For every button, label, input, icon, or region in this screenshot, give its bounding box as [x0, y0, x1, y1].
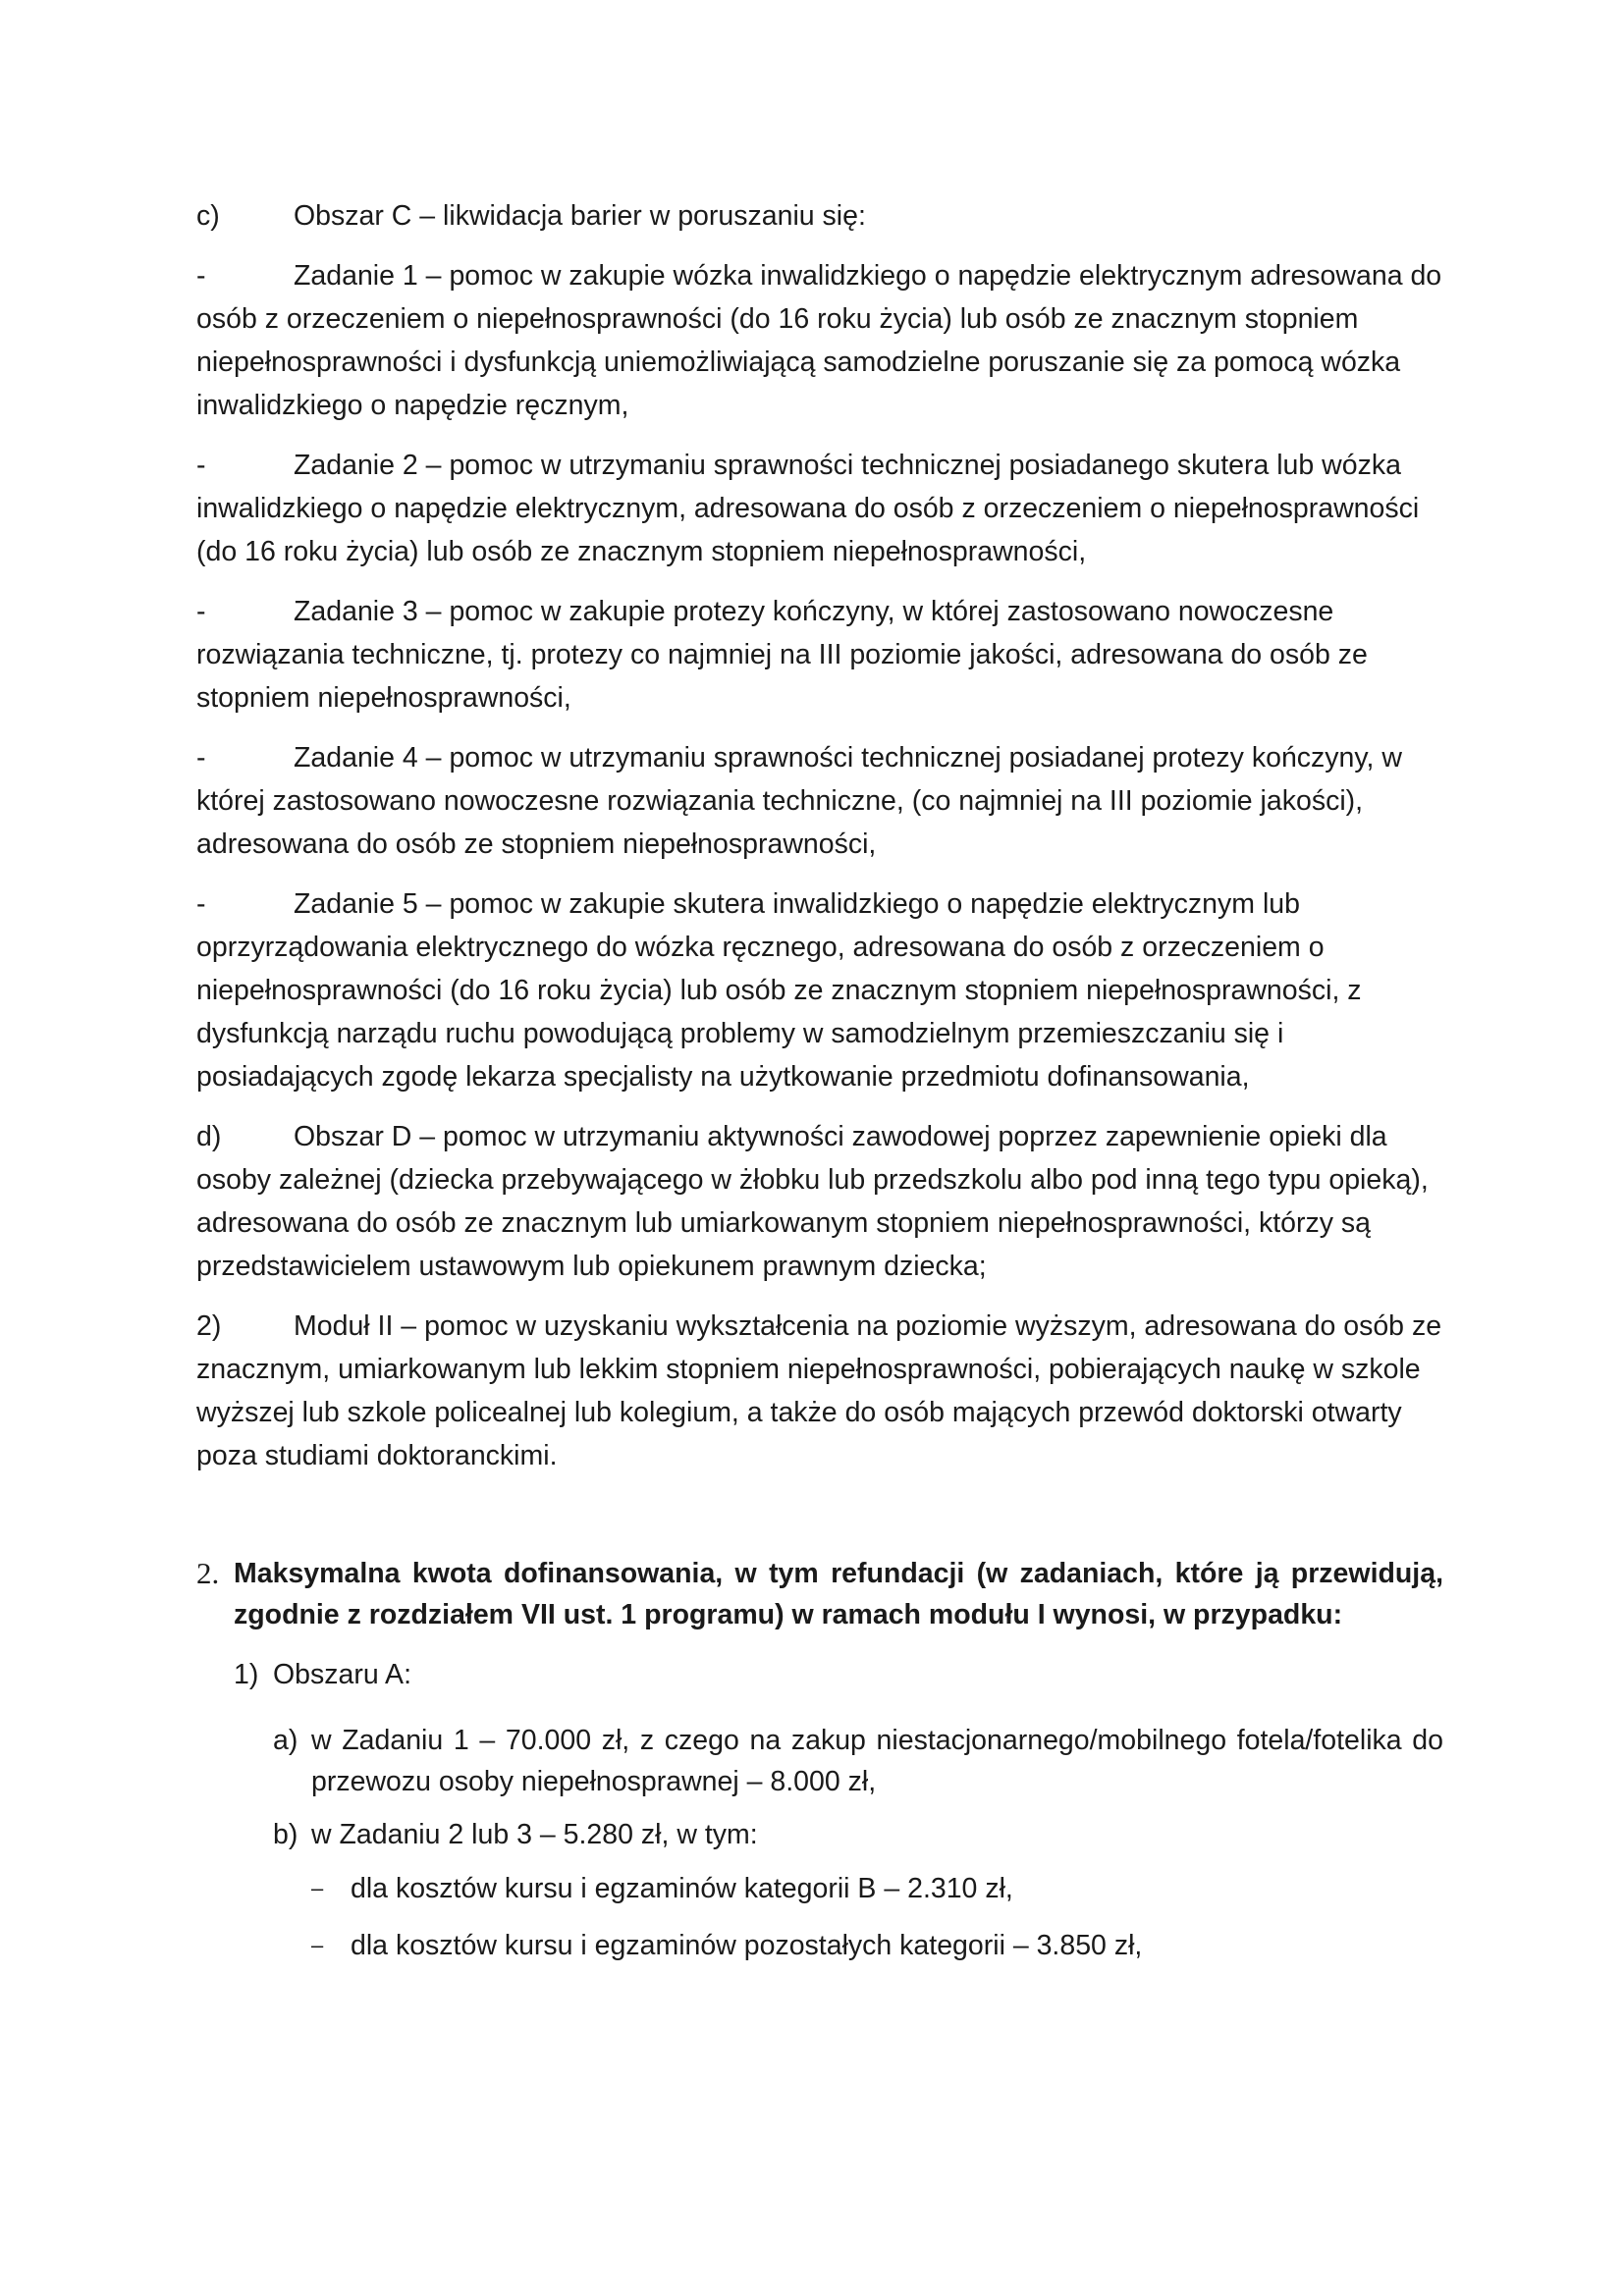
paragraph-text-rest: rozwiązania techniczne, tj. protezy co najmniej na III poziomie jakości, adresowana do osób ze stopniem niepełnosprawności,	[196, 639, 1368, 714]
list-marker: -	[196, 260, 206, 292]
spacer	[196, 1494, 1443, 1553]
paragraph-text-rest: oprzyrządowania elektrycznego do wózka ręcznego, adresowana do osób z orzeczeniem o niepełnosprawności (do 16 roku życia) lub osób ze znacznym stopniem niepełnosprawności, z dysfunkcją narządu ruchu powodującą problemy w samodzielnym przemieszczaniu się i posiadających zgodę lekarza specjalisty na użytkowanie przedmiotu dofinansowania,	[196, 932, 1362, 1093]
paragraph-zadanie-1	[196, 254, 1443, 427]
paragraph-text: Zadanie 3 – pomoc w zakupie protezy kończyny, w której zastosowano nowoczesne	[294, 596, 1334, 627]
paragraph-text-rest: osób ze znacznym, umiarkowanym lub lekkim stopniem niepełnosprawności, pobierających naukę w szkole wyższej lub szkole policealnej lub kolegium, a także do osób mających przewód doktorski otwarty poza studiami doktoranckimi.	[196, 1310, 1442, 1471]
list-item-text: w Zadaniu 2 lub 3 – 5.280 zł, w tym:	[311, 1819, 758, 1850]
list-marker: c)	[196, 200, 220, 232]
paragraph-zadanie-5	[196, 882, 1443, 1098]
dash-marker: –	[311, 1933, 324, 1957]
list-marker: a)	[273, 1725, 298, 1756]
paragraph-text-rest: dla osoby zależnej (dziecka przebywającego w żłobku lub przedszkolu albo pod inną tego typu opieką), adresowana do osób ze znacznym lub umiarkowanym stopniem niepełnosprawności, którzy są przedstawicielem ustawowym lub opiekunem prawnym dziecka;	[196, 1121, 1429, 1282]
paragraph-zadanie-4	[196, 736, 1443, 866]
section-number: 2.	[196, 1556, 220, 1590]
section-2-heading	[196, 1553, 1443, 1635]
list-marker: -	[196, 450, 206, 481]
list-marker: -	[196, 596, 206, 627]
list-item-kategoria-b	[311, 1867, 1443, 1910]
paragraph-text-rest: kończyny, w której zastosowano nowoczesne rozwiązania techniczne, (co najmniej na III poziomie jakości), adresowana do osób ze stopniem niepełnosprawności,	[196, 742, 1402, 860]
paragraph-zadanie-2	[196, 444, 1443, 573]
list-item-zadanie-2-3	[273, 1814, 1443, 1855]
paragraph-obszar-c	[196, 194, 1443, 238]
list-item-text: dla kosztów kursu i egzaminów kategorii B – 2.310 zł,	[351, 1873, 1013, 1904]
list-marker: -	[196, 742, 206, 774]
list-item-text: Obszaru A:	[273, 1659, 411, 1690]
paragraph-text: Zadanie 4 – pomoc w utrzymaniu sprawności technicznej posiadanej protezy	[294, 742, 1244, 774]
paragraph-text: Zadanie 2 – pomoc w utrzymaniu sprawności technicznej posiadanego skutera lub	[294, 450, 1315, 481]
list-item-obszar-a	[234, 1653, 1443, 1696]
paragraph-obszar-d	[196, 1115, 1443, 1288]
list-item-pozostale-kategorie	[311, 1924, 1443, 1967]
list-marker: d)	[196, 1121, 222, 1152]
document-body	[196, 194, 1443, 1981]
list-item-text: dla kosztów kursu i egzaminów pozostałych kategorii – 3.850 zł,	[351, 1930, 1143, 1961]
paragraph-modul-2	[196, 1305, 1443, 1477]
list-marker: 1)	[234, 1659, 259, 1690]
paragraph-text: Zadanie 5 – pomoc w zakupie skutera inwalidzkiego o napędzie elektrycznym lub	[294, 888, 1300, 920]
paragraph-zadanie-3	[196, 590, 1443, 720]
section-2-text: Maksymalna kwota dofinansowania, w tym refundacji (w zadaniach, które ją przewidują, zgodnie z rozdziałem VII ust. 1 programu) w ramach modułu I wynosi, w przypadku:	[234, 1558, 1443, 1630]
paragraph-text: Moduł II – pomoc w uzyskaniu wykształcenia na poziomie wyższym, adresowana do	[294, 1310, 1336, 1342]
paragraph-text-rest: adresowana do osób z orzeczeniem o niepełnosprawności (do 16 roku życia) lub osób ze znacznym stopniem niepełnosprawności i dysfunkcją uniemożliwiającą samodzielne poruszanie się za pomocą wózka inwalidzkiego o napędzie ręcznym,	[196, 260, 1442, 421]
paragraph-text: Zadanie 1 – pomoc w zakupie wózka inwalidzkiego o napędzie elektrycznym	[294, 260, 1243, 292]
paragraph-text: Obszar C – likwidacja barier w poruszaniu się:	[294, 200, 866, 232]
list-item-text: w Zadaniu 1 – 70.000 zł, z czego na zakup niestacjonarnego/mobilnego fotela/fotelika do przewozu osoby niepełnosprawnej – 8.000 zł,	[311, 1725, 1443, 1797]
dash-marker: –	[311, 1876, 324, 1900]
list-marker: b)	[273, 1819, 298, 1850]
list-item-zadanie-1	[273, 1720, 1443, 1802]
list-marker: 2)	[196, 1310, 222, 1342]
list-marker: -	[196, 888, 206, 920]
paragraph-text: Obszar D – pomoc w utrzymaniu aktywności zawodowej poprzez zapewnienie opieki	[294, 1121, 1342, 1152]
paragraph-text-rest: wózka inwalidzkiego o napędzie elektrycznym, adresowana do osób z orzeczeniem o niepełnosprawności (do 16 roku życia) lub osób ze znacznym stopniem niepełnosprawności,	[196, 450, 1420, 567]
